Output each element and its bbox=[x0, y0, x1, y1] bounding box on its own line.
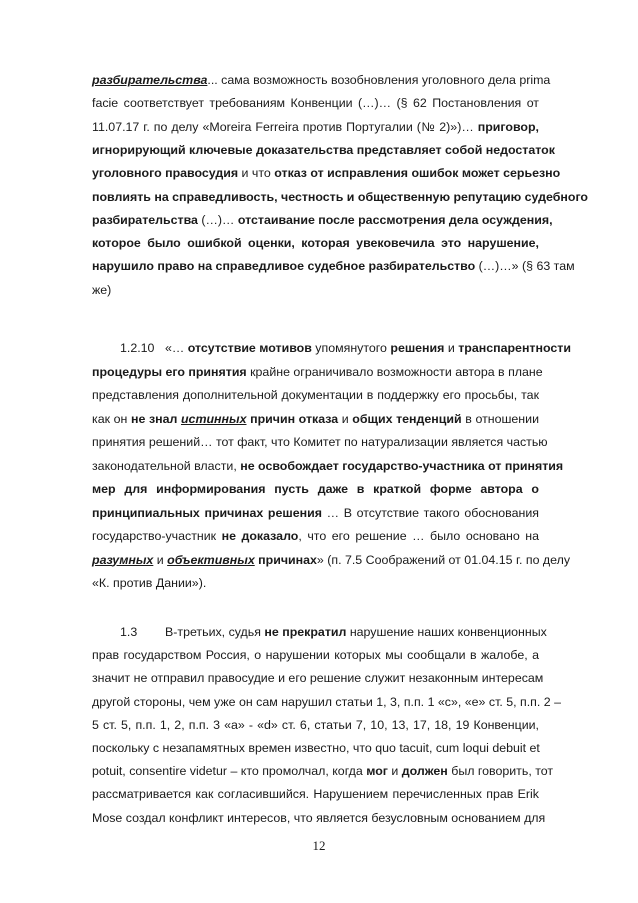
text-run: и bbox=[153, 552, 168, 567]
text-run: не освобождает государство-участника от принятия bbox=[240, 458, 564, 473]
text-run: другой стороны, чем уже он сам нарушил статьи 1, 3, п.п. 1 «c», «e» ст. 5, п.п. 2 – bbox=[92, 694, 562, 709]
text-run: уголовного правосудия bbox=[92, 166, 239, 181]
text-run: рассматривается как согласившийся. Нарушением перечисленных прав Erik bbox=[92, 787, 539, 802]
text-line bbox=[92, 481, 539, 497]
text-run: игнорирующий ключевые доказательства представляет собой недостаток bbox=[92, 142, 555, 157]
text-line bbox=[92, 810, 546, 826]
text-run: отсутствие мотивов bbox=[187, 341, 312, 355]
text-run: нарушило право на справедливое судебное разбирательство bbox=[92, 259, 476, 274]
text-run: potuit, consentire videtur – кто промолчал, когда bbox=[92, 764, 367, 779]
text-run: повлиять на справедливость, честность и общественную репутацию судебного bbox=[92, 189, 589, 204]
text-run: отстаивание после рассмотрения дела осуждения, bbox=[237, 212, 553, 227]
text-run: и bbox=[387, 764, 402, 779]
text-line bbox=[92, 786, 539, 802]
text-run: мер для информирования пусть даже в краткой форме автора о bbox=[92, 482, 539, 496]
text-line bbox=[92, 364, 543, 380]
text-line bbox=[92, 458, 564, 474]
text-line bbox=[92, 575, 539, 591]
text-run: принципиальных причинах решения bbox=[92, 505, 322, 520]
text-line bbox=[92, 165, 561, 181]
text-run: упомянутого bbox=[311, 341, 391, 355]
text-run: ... сама возможность возобновления уголовного дела prima bbox=[207, 73, 551, 87]
text-line bbox=[92, 119, 539, 135]
text-line bbox=[92, 647, 539, 663]
text-run: был говорить, тот bbox=[447, 764, 554, 779]
text-run: общих тенденций bbox=[352, 411, 462, 426]
text-line bbox=[92, 694, 562, 710]
text-run: и что bbox=[238, 166, 275, 181]
text-run: нарушение наших конвенционных bbox=[346, 625, 547, 639]
text-line bbox=[92, 670, 544, 686]
text-run: истинных bbox=[180, 411, 247, 426]
text-run: в отношении bbox=[461, 411, 539, 426]
text-run: приговор, bbox=[477, 119, 539, 134]
text-line bbox=[92, 528, 539, 544]
text-run: разумных bbox=[92, 552, 154, 567]
paragraph-2-number: 1.2.10 bbox=[120, 341, 155, 355]
text-line bbox=[92, 552, 571, 568]
text-line bbox=[165, 340, 571, 356]
text-run: крайне ограничивало возможности автора в плане bbox=[246, 364, 543, 379]
text-run: Mose создал конфликт интересов, что является безусловным основанием для bbox=[92, 810, 546, 825]
text-line bbox=[92, 258, 575, 274]
text-run: значит не отправил правосудие и его решение служит незаконным интересам bbox=[92, 671, 544, 686]
text-run: В-третьих, судья bbox=[165, 625, 265, 639]
text-run: как он bbox=[92, 411, 131, 426]
text-line bbox=[165, 624, 547, 640]
text-run: разбирательства bbox=[92, 73, 208, 87]
text-run: законодательной власти, bbox=[92, 458, 241, 473]
text-run: не знал bbox=[130, 411, 181, 426]
text-run: представления дополнительной документации в поддержку его просьбы, так bbox=[92, 388, 539, 402]
text-run: (…)… bbox=[197, 212, 238, 227]
text-run: не доказало bbox=[221, 529, 299, 543]
text-line bbox=[92, 95, 539, 111]
text-run: «… bbox=[165, 341, 188, 355]
text-line bbox=[92, 434, 548, 450]
text-line bbox=[92, 411, 539, 427]
text-run: решения bbox=[390, 341, 445, 355]
text-line bbox=[92, 189, 589, 205]
text-run: которое было ошибкой оценки, которая увековечила это нарушение, bbox=[92, 236, 539, 251]
text-line bbox=[92, 505, 539, 521]
text-run: объективных bbox=[167, 552, 255, 567]
text-line bbox=[92, 212, 553, 228]
text-line bbox=[92, 740, 539, 756]
text-run: разбирательства bbox=[92, 212, 198, 227]
text-line bbox=[92, 387, 539, 403]
text-run: не прекратил bbox=[264, 625, 347, 639]
text-run: транспарентности bbox=[458, 341, 571, 355]
text-line bbox=[92, 717, 539, 733]
text-run: процедуры его принятия bbox=[92, 364, 247, 379]
text-run: 5 ст. 5, п.п. 1, 2, п.п. 3 «a» - «d» ст. 6, статьи 7, 10, 13, 17, 18, 19 Конвенции, bbox=[92, 717, 539, 732]
paragraph-3-number: 1.3 bbox=[120, 625, 138, 639]
text-run: прав государством Россия, о нарушении которых мы сообщали в жалобе, а bbox=[92, 648, 539, 663]
text-run: причин отказа bbox=[246, 411, 339, 426]
text-run: и bbox=[444, 341, 459, 355]
text-run: … В отсутствие такого обоснования bbox=[321, 505, 539, 520]
text-run: отказ от исправления ошибок может серьезно bbox=[274, 166, 561, 181]
text-run: facie соответствует требованиям Конвенции (…)… (§ 62 Постановления от bbox=[92, 96, 539, 111]
text-run: 11.07.17 г. по делу «Moreira Ferreira против Португалии (№ 2)»)… bbox=[92, 119, 478, 134]
page-number: 12 bbox=[312, 838, 326, 853]
text-run: государство-участник bbox=[92, 529, 222, 543]
text-line bbox=[92, 763, 554, 779]
text-line bbox=[92, 72, 551, 88]
text-run: (…)…» (§ 63 там bbox=[475, 259, 575, 274]
text-run: мог bbox=[366, 764, 388, 779]
text-run: должен bbox=[401, 764, 448, 779]
text-line bbox=[92, 282, 539, 298]
text-run: же) bbox=[92, 282, 112, 297]
text-run: поскольку с незапамятных времен известно, что quo tacuit, cum loqui debuit et bbox=[92, 741, 540, 755]
text-run: «К. против Дании»). bbox=[92, 576, 207, 590]
text-run: принятия решений… тот факт, что Комитет по натурализации является частью bbox=[92, 435, 548, 449]
text-run: » (п. 7.5 Соображений от 01.04.15 г. по делу bbox=[316, 552, 571, 567]
text-run: причинах bbox=[254, 552, 317, 567]
text-line bbox=[92, 142, 555, 158]
text-run: , что его решение … было основано на bbox=[298, 529, 539, 543]
text-line bbox=[92, 235, 539, 251]
text-run: и bbox=[338, 411, 353, 426]
